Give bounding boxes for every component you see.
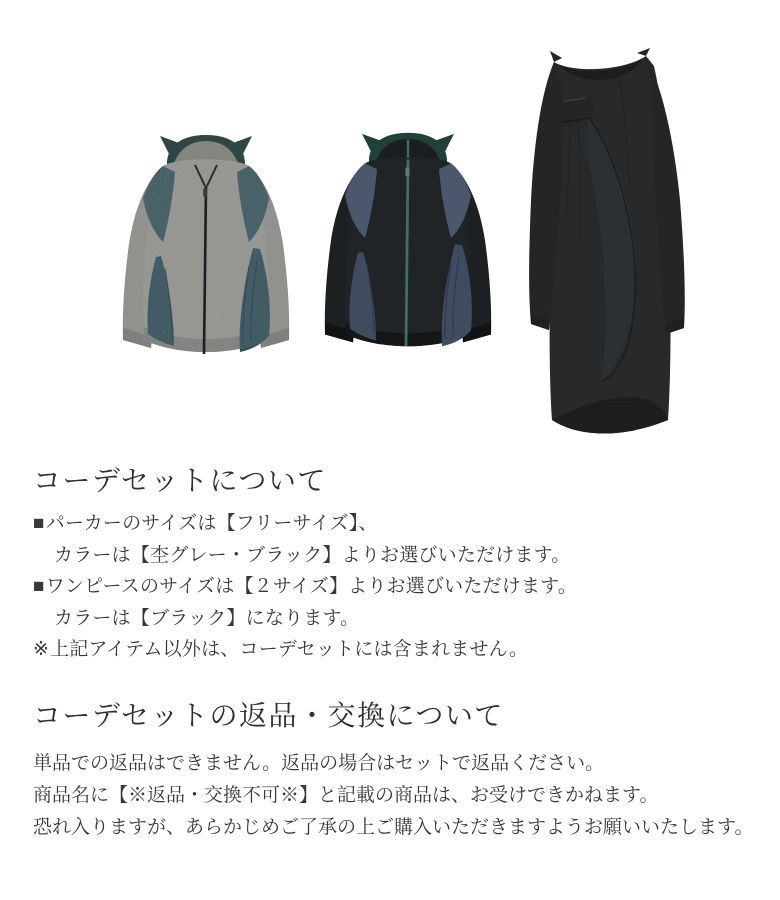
returns-section-title: コーデセットの返品・交換について	[33, 700, 504, 731]
zipper-pull	[203, 188, 207, 197]
about-line-text: カラーは【ブラック】になります。	[54, 607, 360, 629]
about-section-body	[33, 508, 577, 666]
about-line	[33, 603, 577, 635]
about-line	[33, 571, 577, 603]
black-parka-photo	[318, 128, 498, 362]
zipper-pull	[405, 167, 409, 176]
about-line-text: パーカーのサイズは【フリーサイズ】、	[45, 513, 378, 534]
reference-mark-icon: ※	[33, 639, 50, 660]
about-section-title: コーデセットについて	[33, 465, 327, 496]
about-line	[33, 540, 577, 572]
about-line-text: カラーは【杢グレー・ブラック】よりお選びいただけます。	[54, 544, 571, 566]
returns-line: 恐れ入りますが、あらかじめご了承の上ご購入いただきますようお願いいたします。	[33, 817, 754, 838]
returns-line: 単品での返品はできません。返品の場合はセットで返品ください。	[33, 753, 605, 774]
about-line	[33, 508, 577, 540]
about-line-text: 上記アイテム以外は、コーデセットには含まれません。	[50, 639, 529, 660]
about-line-text: ワンピースのサイズは【２サイズ】よりお選びいただけます。	[45, 576, 578, 597]
square-bullet-icon: ■	[33, 576, 45, 597]
neck-peak-right	[637, 48, 650, 56]
returns-line: 商品名に【※返品・交換不可※】と記載の商品は、お受けできかねます。	[33, 785, 659, 806]
gray-parka-photo	[116, 130, 296, 368]
black-onepiece-photo	[522, 48, 704, 446]
about-line	[33, 634, 577, 666]
returns-section-body	[33, 748, 753, 844]
square-bullet-icon: ■	[33, 513, 45, 534]
neck-peak-left	[550, 51, 562, 62]
